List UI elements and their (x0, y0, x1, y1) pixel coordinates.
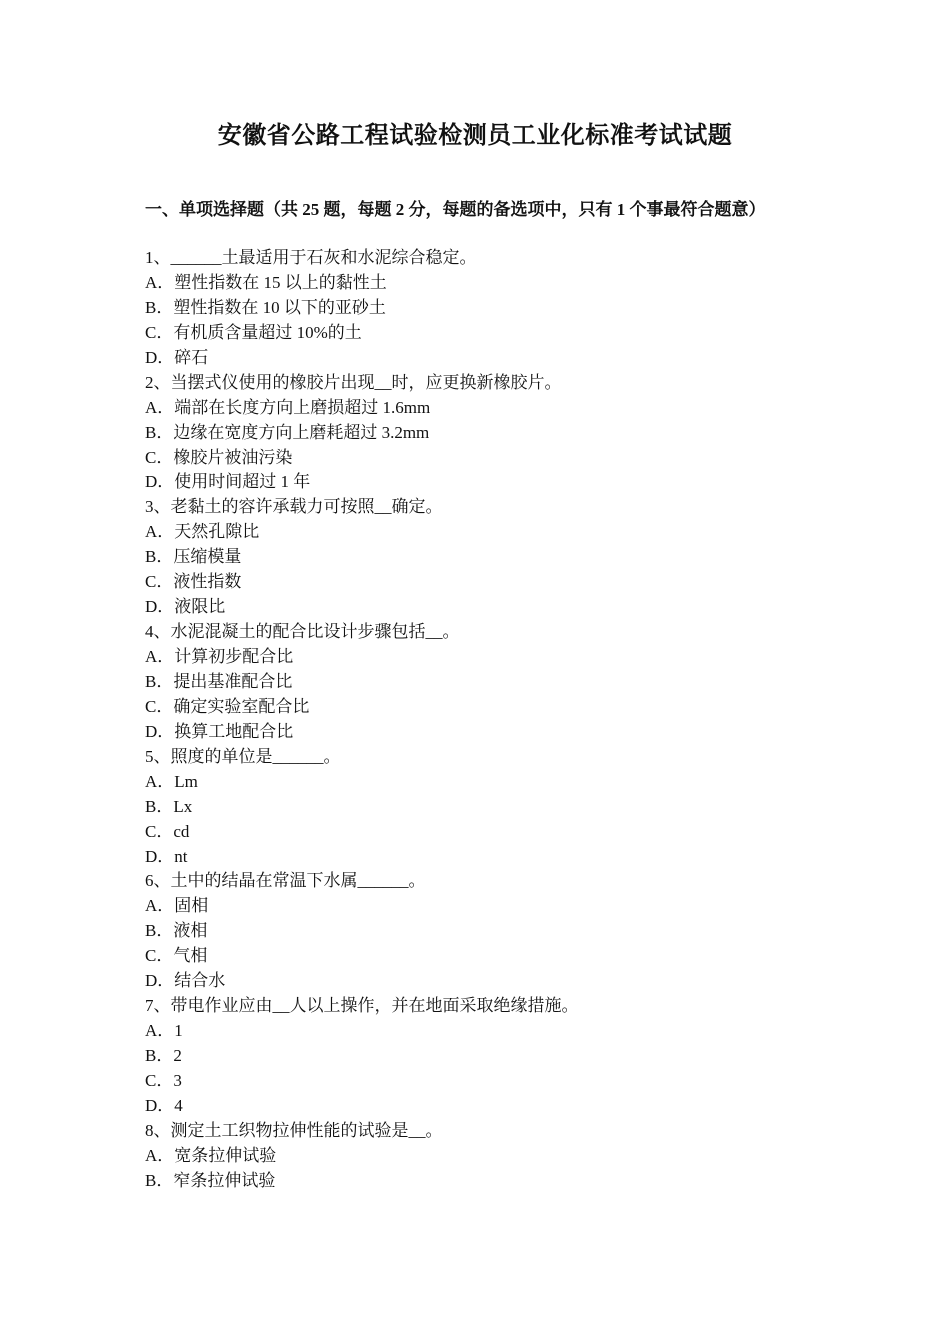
question-stem: 6、土中的结晶在常温下水属______。 (145, 871, 426, 891)
option-d: D．液限比 (145, 597, 226, 617)
question-stem: 4、水泥混凝土的配合比设计步骤包括__。 (145, 622, 460, 642)
question-list (145, 246, 825, 1194)
option-c: C．cd (145, 821, 190, 841)
question-stem: 8、测定土工织物拉伸性能的试验是__。 (145, 1120, 443, 1140)
option-c: C．3 (145, 1070, 182, 1090)
option-a: A．1 (145, 1021, 183, 1041)
option-d: D．4 (145, 1095, 183, 1115)
option-b: B．液相 (145, 921, 208, 941)
option-a: A．端部在长度方向上磨损超过 1.6mm (145, 397, 431, 417)
question-stem: 2、当摆式仪使用的橡胶片出现__时，应更换新橡胶片。 (145, 372, 562, 392)
option-a: A．Lm (145, 771, 198, 791)
option-b: B．提出基准配合比 (145, 671, 293, 691)
question-stem: 5、照度的单位是______。 (145, 746, 341, 766)
option-d: D．结合水 (145, 971, 226, 991)
option-b: B．Lx (145, 796, 193, 816)
option-b: B．2 (145, 1046, 182, 1065)
option-d: D．使用时间超过 1 年 (145, 472, 311, 492)
option-a: A．固相 (145, 896, 209, 916)
section-heading: 一、单项选择题（共 25 题，每题 2 分，每题的备选项中，只有 1 个事最符合题意） (145, 200, 766, 219)
option-a: A．计算初步配合比 (145, 647, 294, 666)
option-c: C．橡胶片被油污染 (145, 447, 293, 467)
option-b: B．窄条拉伸试验 (145, 1170, 276, 1190)
option-c: C．气相 (145, 946, 208, 966)
question-stem: 7、带电作业应由__人以上操作，并在地面采取绝缘措施。 (145, 996, 579, 1016)
option-c: C．确定实验室配合比 (145, 696, 310, 716)
option-c: C．液性指数 (145, 572, 242, 592)
question-stem: 1、______土最适用于石灰和水泥综合稳定。 (145, 248, 477, 267)
option-b: B．压缩模量 (145, 547, 242, 567)
option-d: D．换算工地配合比 (145, 721, 294, 741)
document-title: 安徽省公路工程试验检测员工业化标准考试试题 (217, 123, 733, 149)
option-a: A．天然孔隙比 (145, 522, 260, 542)
option-b: B．边缘在宽度方向上磨耗超过 3.2mm (145, 422, 430, 442)
question-stem: 3、老黏土的容许承载力可按照__确定。 (145, 497, 443, 517)
option-c: C．有机质含量超过 10%的土 (145, 322, 362, 342)
option-d: D．nt (145, 846, 188, 866)
option-b: B．塑性指数在 10 以下的亚砂土 (145, 297, 386, 317)
option-d: D．碎石 (145, 347, 209, 367)
option-a: A．塑性指数在 15 以上的黏性土 (145, 272, 387, 292)
option-a: A．宽条拉伸试验 (145, 1145, 277, 1165)
